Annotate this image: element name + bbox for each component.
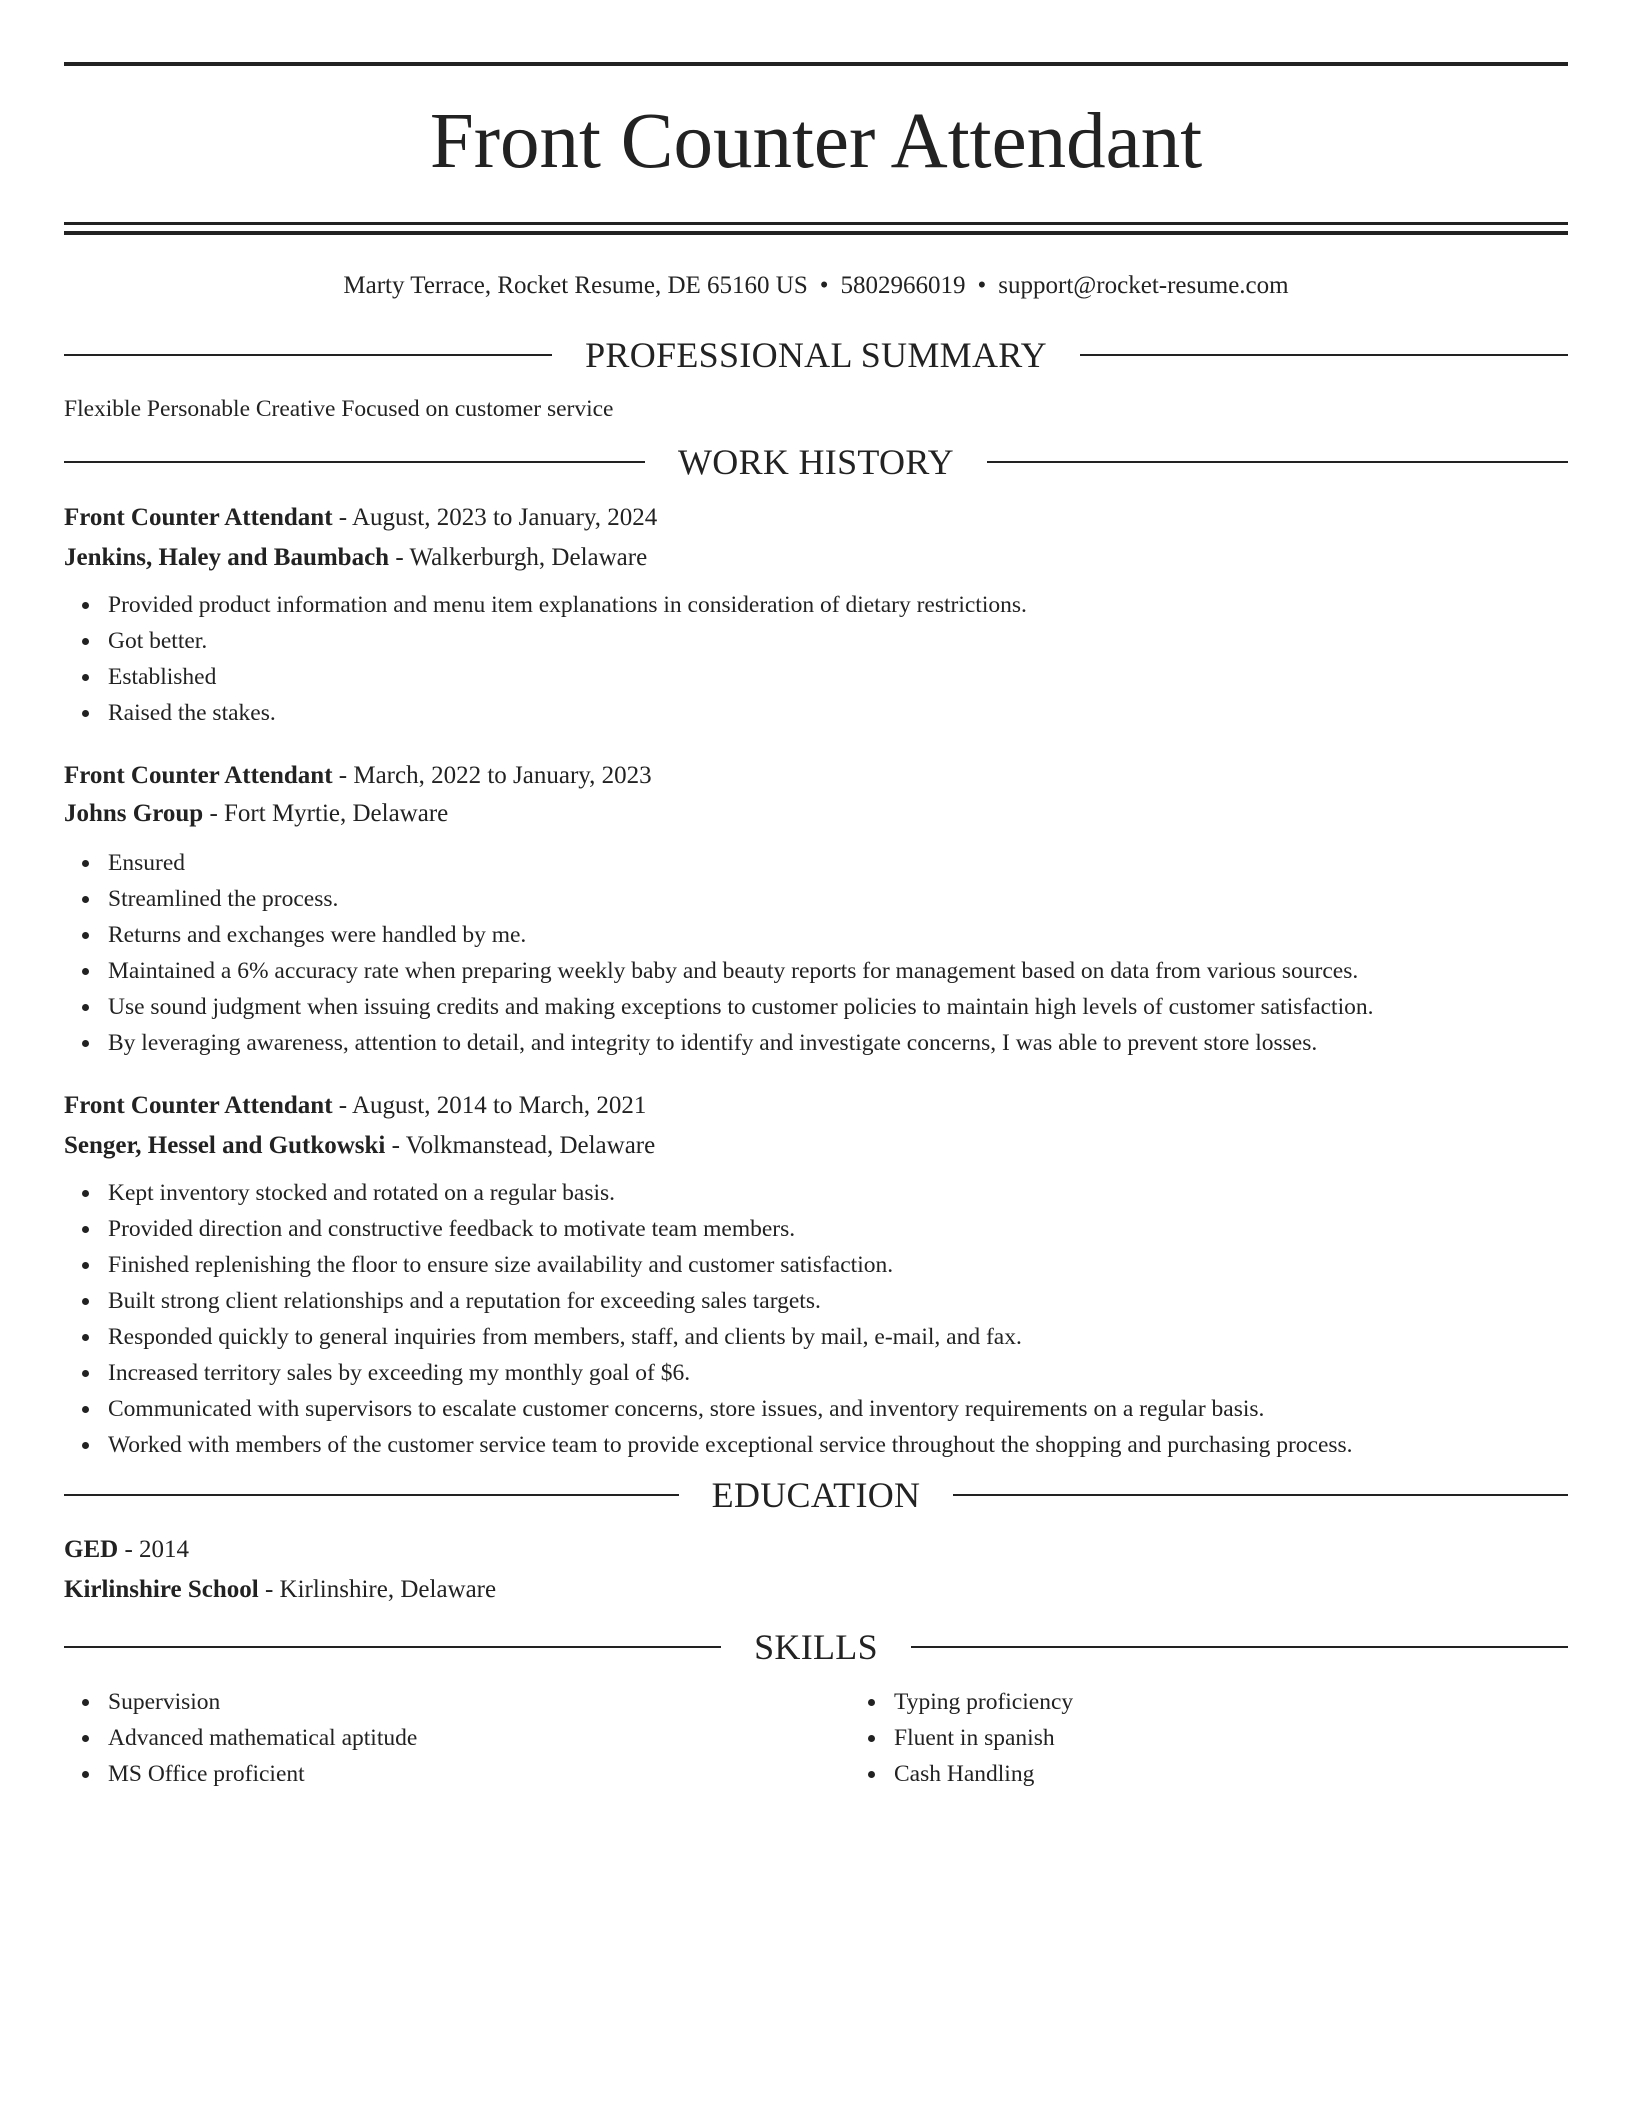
job-title-line [64, 503, 1568, 533]
job-title: Front Counter Attendant [64, 1092, 333, 1119]
job-dash: - [209, 800, 218, 827]
title-double-rule [64, 222, 1568, 235]
section-heading-label: SKILLS [754, 1627, 878, 1667]
job-bullet: Maintained a 6% accuracy rate when preparing weekly baby and beauty reports for management based on data from various sources. [108, 953, 1568, 989]
contact-phone: 5802966019 [840, 272, 966, 299]
resume-title: Front Counter Attendant [429, 98, 1203, 185]
job-dates: March, 2022 to January, 2023 [353, 762, 652, 789]
job-company-line [64, 543, 1568, 573]
job-bullet-list [64, 587, 1568, 731]
job-location: Fort Myrtie, Delaware [224, 800, 449, 827]
job-bullet: Built strong client relationships and a reputation for exceeding sales targets. [108, 1283, 1568, 1319]
job-bullet: Increased territory sales by exceeding my monthly goal of $6. [108, 1355, 1568, 1391]
heading-rule-left [64, 354, 552, 356]
job-title-line [64, 1091, 1568, 1121]
heading-rule-right [911, 1646, 1568, 1648]
job-title-line [64, 761, 1568, 791]
job-bullet-list [64, 845, 1568, 1061]
skills-list-right [850, 1684, 1632, 1792]
heading-rule-right [1080, 354, 1568, 356]
education-dash: - [124, 1536, 133, 1563]
education-school: Kirlinshire School [64, 1576, 259, 1603]
job-bullet: Worked with members of the customer service team to provide exceptional service throughout the shopping and purchasing process. [108, 1427, 1568, 1463]
job-location: Walkerburgh, Delaware [409, 544, 648, 571]
job-bullet: Got better. [108, 623, 1568, 659]
job-company: Senger, Hessel and Gutkowski [64, 1132, 386, 1159]
heading-rule-right [987, 461, 1568, 463]
section-heading-label: PROFESSIONAL SUMMARY [585, 335, 1047, 375]
education-entry [64, 1535, 1568, 1605]
contact-line [64, 271, 1568, 301]
job-dash: - [338, 762, 348, 789]
section-heading-summary [64, 335, 1568, 375]
job-title: Front Counter Attendant [64, 504, 333, 531]
job-entry [64, 1091, 1568, 1463]
job-bullet: Provided direction and constructive feedback to motivate team members. [108, 1211, 1568, 1247]
top-rule [64, 62, 1568, 66]
job-bullet: Kept inventory stocked and rotated on a regular basis. [108, 1175, 1568, 1211]
section-heading-education [64, 1475, 1568, 1515]
contact-separator: • [977, 272, 987, 299]
job-bullet: Established [108, 659, 1568, 695]
education-dash: - [264, 1576, 274, 1603]
job-company-line [64, 1131, 1568, 1161]
contact-address: Marty Terrace, Rocket Resume, DE 65160 US [343, 272, 808, 299]
job-bullet: By leveraging awareness, attention to detail, and integrity to identify and investigate concerns, I was able to prevent store losses. [108, 1025, 1568, 1061]
skills-list-left [64, 1684, 850, 1792]
job-company-line [64, 799, 1568, 829]
education-degree-line [64, 1535, 1568, 1565]
job-bullet: Responded quickly to general inquiries from members, staff, and clients by mail, e-mail, and fax. [108, 1319, 1568, 1355]
job-bullet-list [64, 1175, 1568, 1463]
skills-grid [64, 1684, 1568, 1792]
job-bullet: Streamlined the process. [108, 881, 1568, 917]
skill-item: Fluent in spanish [894, 1720, 1632, 1756]
job-title: Front Counter Attendant [64, 762, 333, 789]
heading-rule-left [64, 461, 645, 463]
skill-item: Advanced mathematical aptitude [108, 1720, 850, 1756]
education-year: 2014 [139, 1536, 190, 1563]
job-bullet: Communicated with supervisors to escalate customer concerns, store issues, and inventory requirements on a regular basis. [108, 1391, 1568, 1427]
heading-rule-right [953, 1494, 1568, 1496]
section-heading-label: EDUCATION [711, 1475, 921, 1515]
job-bullet: Returns and exchanges were handled by me. [108, 917, 1568, 953]
job-company: Johns Group [64, 800, 204, 827]
job-bullet: Use sound judgment when issuing credits and making exceptions to customer policies to maintain high levels of customer satisfaction. [108, 989, 1568, 1025]
job-company: Jenkins, Haley and Baumbach [64, 544, 390, 571]
education-degree: GED [64, 1536, 119, 1563]
job-dash: - [338, 504, 348, 531]
section-heading-work-history [64, 442, 1568, 482]
heading-rule-left [64, 1646, 721, 1648]
job-dates: August, 2023 to January, 2024 [351, 504, 658, 531]
job-dash: - [338, 1092, 348, 1119]
skill-item: Cash Handling [894, 1756, 1632, 1792]
skill-item: MS Office proficient [108, 1756, 850, 1792]
education-location: Kirlinshire, Delaware [279, 1576, 497, 1603]
job-bullet: Provided product information and menu item explanations in consideration of dietary restrictions. [108, 587, 1568, 623]
job-dates: August, 2014 to March, 2021 [351, 1092, 647, 1119]
heading-rule-left [64, 1494, 679, 1496]
skill-item: Typing proficiency [894, 1684, 1632, 1720]
job-dash: - [395, 544, 404, 571]
job-location: Volkmanstead, Delaware [405, 1132, 656, 1159]
job-bullet: Finished replenishing the floor to ensure size availability and customer satisfaction. [108, 1247, 1568, 1283]
skill-item: Supervision [108, 1684, 850, 1720]
education-school-line [64, 1575, 1568, 1605]
job-bullet: Ensured [108, 845, 1568, 881]
job-bullet: Raised the stakes. [108, 695, 1568, 731]
section-heading-skills [64, 1627, 1568, 1667]
job-entry [64, 761, 1568, 1061]
job-entry [64, 503, 1568, 731]
contact-email: support@rocket-resume.com [998, 272, 1289, 299]
section-heading-label: WORK HISTORY [678, 442, 954, 482]
summary-text: Flexible Personable Creative Focused on customer service [64, 396, 614, 422]
job-dash: - [391, 1132, 400, 1159]
contact-separator: • [819, 272, 829, 299]
